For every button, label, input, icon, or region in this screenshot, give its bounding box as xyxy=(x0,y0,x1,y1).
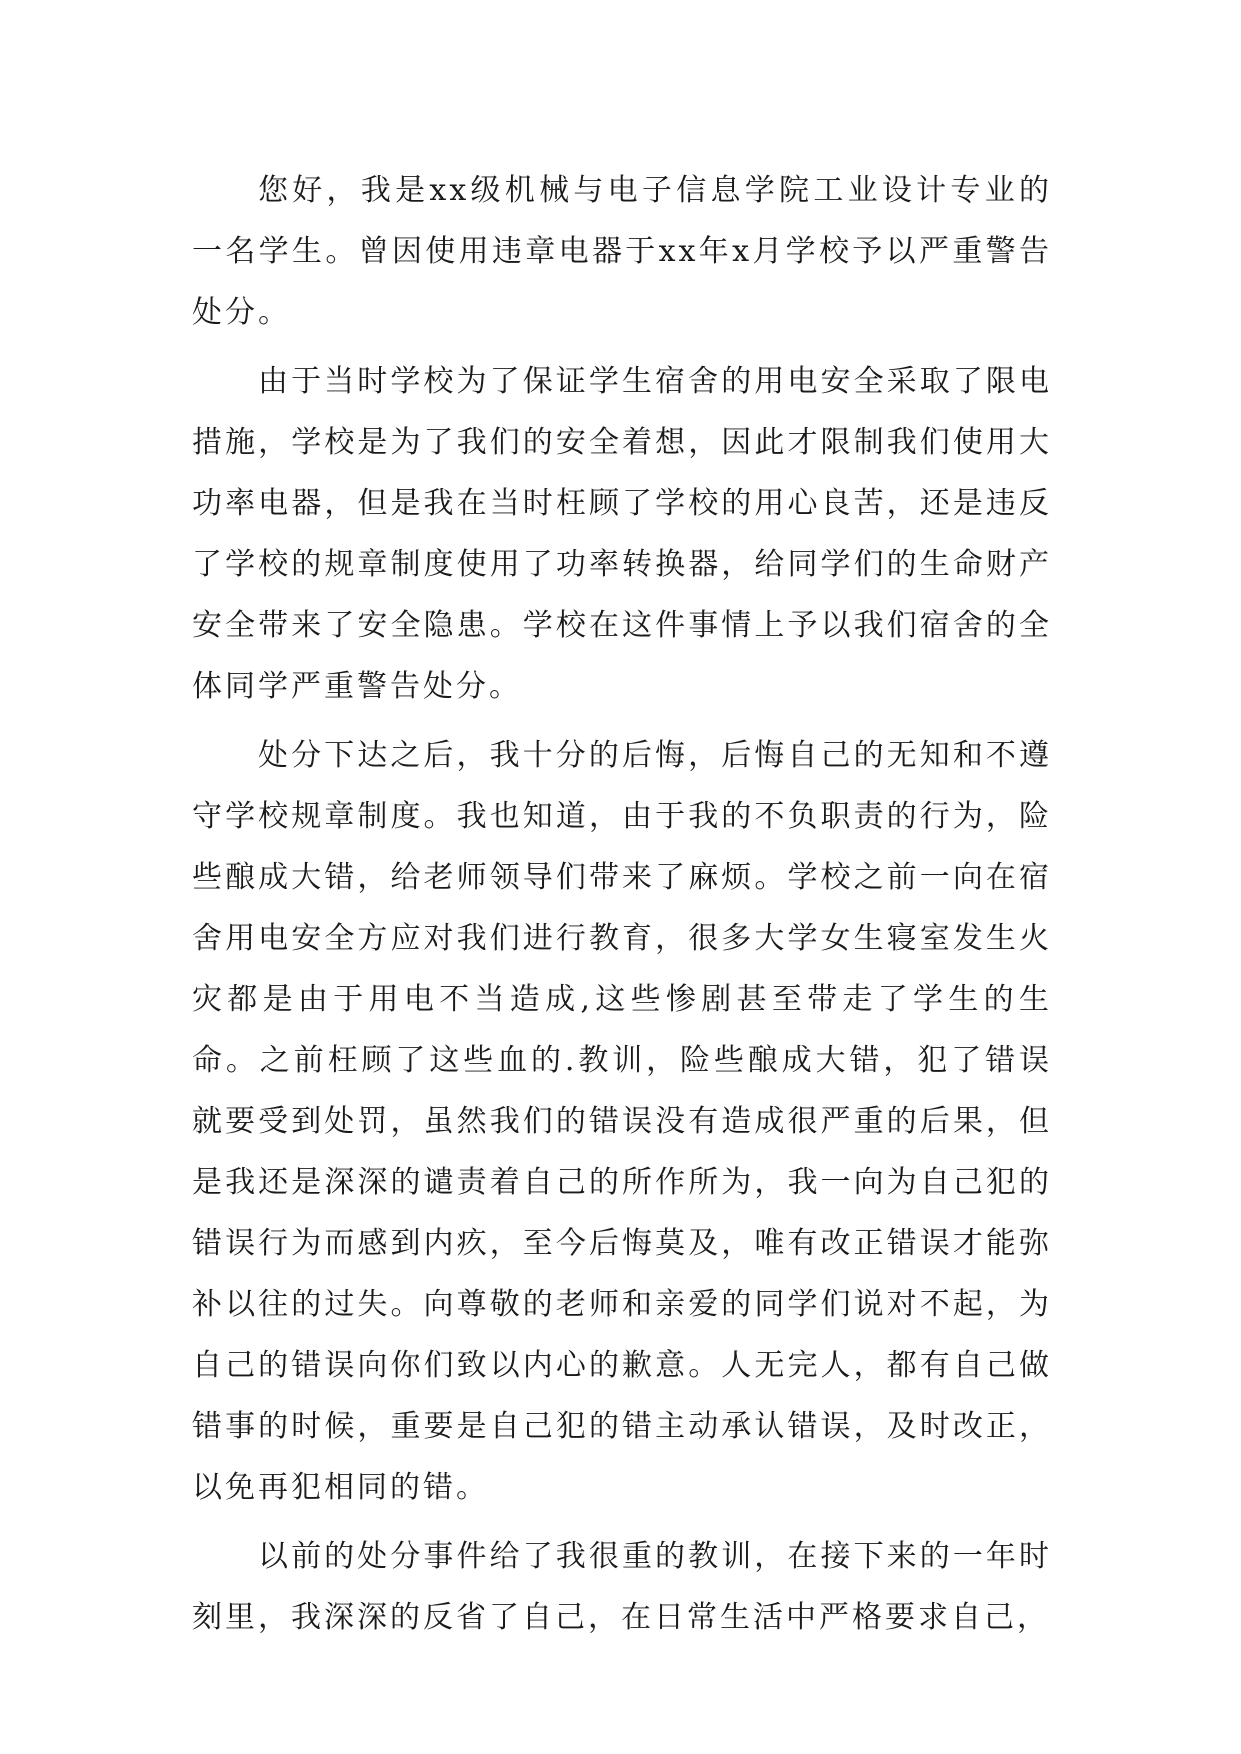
paragraph-reflection: 处分下达之后，我十分的后悔，后悔自己的无知和不遵守学校规章制度。我也知道，由于我的不负职责的行为，险些酿成大错，给老师领导们带来了麻烦。学校之前一向在宿舍用电安全方应对我们进行教育，很多大学女生寝室发生火灾都是由于用电不当造成,这些惨剧甚至带走了学生的生命。之前枉顾了这些血的.教训，险些酿成大错，犯了错误就要受到处罚，虽然我们的错误没有造成很严重的后果，但是我还是深深的谴责着自己的所作所为，我一向为自己犯的错误行为而感到内疚，至今后悔莫及，唯有改正错误才能弥补以往的过失。向尊敬的老师和亲爱的同学们说对不起，为自己的错误向你们致以内心的歉意。人无完人，都有自己做错事的时候，重要是自己犯的错主动承认错误，及时改正，以免再犯相同的错。 xyxy=(192,738,1052,1505)
paragraph-greeting: 您好，我是xx级机械与电子信息学院工业设计专业的一名学生。曾因使用违章电器于xx年x月学校予以严重警告处分。 xyxy=(192,173,1052,330)
paragraph-background: 由于当时学校为了保证学生宿舍的用电安全采取了限电措施，学校是为了我们的安全着想，因此才限制我们使用大功率电器，但是我在当时枉顾了学校的用心良苦，还是违反了学校的规章制度使用了功率转换器，给同学们的生命财产安全带来了安全隐患。学校在这件事情上予以我们宿舍的全体同学严重警告处分。 xyxy=(192,364,1052,704)
paragraph-lesson: 以前的处分事件给了我很重的教训，在接下来的一年时刻里，我深深的反省了自己，在日常生活中严格要求自己， xyxy=(192,1539,1052,1635)
document-body xyxy=(192,160,1052,1648)
